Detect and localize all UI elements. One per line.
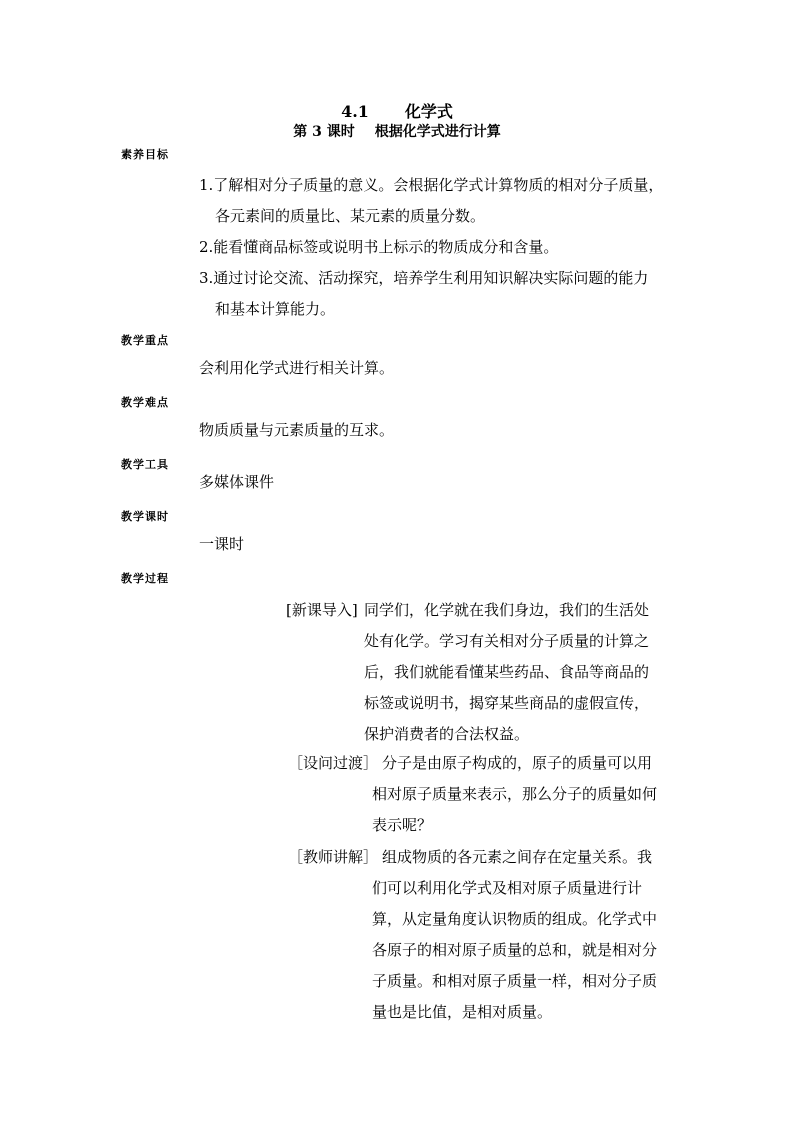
process-line: 们可以利用化学式及相对原子质量进行计 — [372, 879, 643, 897]
process-block — [382, 842, 652, 873]
process-tag: ［教师讲解］ — [288, 848, 379, 866]
process-tag: [新课导入] — [286, 601, 358, 619]
process-block — [382, 748, 652, 779]
objective-line: 1.了解相对分子质量的意义。会根据化学式计算物质的相对分子质量， — [199, 176, 664, 194]
tools-label: 教学工具 — [121, 458, 169, 471]
process-label: 教学过程 — [121, 572, 169, 585]
tools-text: 多媒体课件 — [199, 473, 275, 491]
lesson-topic: 根据化学式进行计算 — [374, 124, 501, 140]
process-line: 同学们，化学就在我们身边，我们的生活处 — [364, 601, 650, 619]
process-line: 保护消费者的合法权益。 — [364, 725, 530, 743]
process-line: 分子是由原子构成的，原子的质量可以用 — [382, 754, 653, 772]
title-name: 化学式 — [404, 102, 453, 121]
process-line: 组成物质的各元素之间存在定量关系。我 — [382, 848, 653, 866]
process-block-cont — [372, 779, 657, 841]
process-line: 相对原子质量来表示，那么分子的质量如何 — [372, 785, 658, 803]
process-line: 量也是比值，是相对质量。 — [372, 1003, 553, 1021]
objective-item — [199, 232, 679, 263]
process-line: 子质量。和相对原子质量一样，相对分子质 — [372, 972, 658, 990]
key-label: 教学重点 — [121, 334, 169, 347]
hours-label: 教学课时 — [121, 510, 169, 523]
objective-line: 2.能看懂商品标签或说明书上标示的物质成分和含量。 — [199, 238, 559, 256]
page-subtitle — [0, 121, 794, 141]
process-line: 算，从定量角度认识物质的组成。化学式中 — [372, 910, 658, 928]
objective-line: 各元素间的质量比、某元素的质量分数。 — [215, 207, 486, 225]
process-block-cont — [372, 873, 657, 1028]
objectives-label: 素养目标 — [121, 148, 169, 161]
objective-item — [199, 263, 679, 325]
title-number: 4.1 — [341, 102, 369, 121]
process-line: 标签或说明书，揭穿某些商品的虚假宣传， — [364, 694, 650, 712]
process-line: 后，我们就能看懂某些药品、食品等商品的 — [364, 663, 650, 681]
objective-line: 和基本计算能力。 — [215, 300, 336, 318]
objectives-list — [199, 170, 679, 325]
difficulty-label: 教学难点 — [121, 396, 169, 409]
process-line: 各原子的相对原子质量的总和，就是相对分 — [372, 941, 658, 959]
key-text: 会利用化学式进行相关计算。 — [199, 359, 395, 377]
hours-text: 一课时 — [199, 535, 245, 553]
lesson-number: 第 3 课时 — [293, 124, 355, 140]
objective-line: 3.通过讨论交流、活动探究，培养学生利用知识解决实际问题的能力 — [199, 269, 649, 287]
objective-item — [199, 170, 679, 232]
page-title — [0, 99, 794, 122]
process-tag: ［设问过渡］ — [288, 754, 379, 772]
process-line: 表示呢？ — [372, 816, 433, 834]
process-block — [364, 595, 649, 750]
process-line: 处有化学。学习有关相对分子质量的计算之 — [364, 632, 650, 650]
difficulty-text: 物质质量与元素质量的互求。 — [199, 421, 395, 439]
